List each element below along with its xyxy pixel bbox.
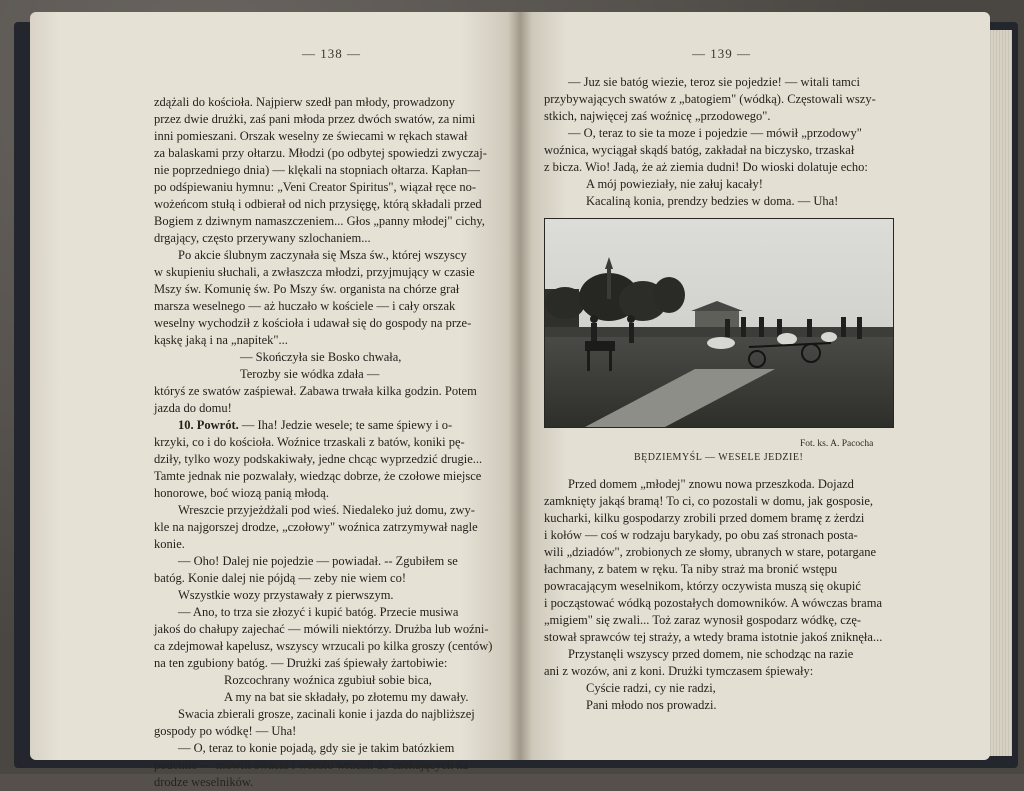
page-number-left: — 138 — [302, 46, 361, 61]
text-line: — O, teraz to konie pojadą, gdy sie je takim batózkiem [178, 741, 455, 755]
text-line: łachmany, z batem w ręku. Ta niby straż ma bronić wstępu [544, 562, 838, 576]
text-line: konie. [154, 537, 185, 551]
text-line: Po akcie ślubnym zaczynała się Msza św., której wszyscy [178, 248, 467, 262]
right-page-text-bottom [544, 476, 894, 714]
text-line: po odśpiewaniu hymnu: „Veni Creator Spiritus", wiązał ręce no- [154, 180, 477, 194]
section-heading: 10. Powrót. [178, 418, 239, 432]
text-span: — Iha! Jedzie wesele; te same śpiewy i o- [238, 418, 453, 432]
text-line: i począstować wódką pozostałych domowników. A wówczas brama [544, 596, 882, 610]
text-line: stkich, najwięcej zaś woźnicę „przodowego". [544, 109, 771, 123]
text-line: na ten zgubiony batóg. — Drużki zaś śpiewały żartobiwie: [154, 656, 448, 670]
text-line: Swacia zbierali grosze, zacinali konie i jazda do najbliższej [178, 707, 475, 721]
verse-line: Terozby sie wódka zdała — [240, 367, 380, 381]
text-line: dziły, tylko wozy podskakiwały, jedne chcąc wyprzedzić drugie... [154, 452, 483, 466]
text-line: — O, teraz to sie ta moze i pojedzie — mówił „przodowy" [568, 126, 862, 140]
text-line: honorowe, boć wiozą panią młodą. [154, 486, 329, 500]
text-line: wożeńcom stułą i odbierał od nich przysięgę, którą składali przed [154, 197, 482, 211]
text-line: Przystanęli wszyscy przed domem, nie schodząc na razie [568, 647, 854, 661]
text-line: ca zdejmował kapelusz, wszyscy wrzucali po kilka groszy (centów) [154, 639, 493, 653]
text-line: jazda do domu! [154, 401, 232, 415]
text-line: Bogiem z dziwnym namaszczeniem... Głos „panny młodej" cichy, [154, 214, 485, 228]
text-line: drgający, często przerywany szlochaniem... [154, 231, 371, 245]
text-line: ani z wozów, ani z koni. Drużki tymczasem śpiewały: [544, 664, 814, 678]
text-line: Wreszcie przyjeżdżali pod wieś. Niedaleko już domu, zwy- [178, 503, 475, 517]
text-line: zamknięty jakąś bramą! To ci, co pozostali w domu, jak gosposie, [544, 494, 874, 508]
text-line: i kołów — coś w rodzaju barykady, po obu zaś stronach posta- [544, 528, 858, 542]
text-line: przybywających swatów z „batogiem" (wódką). Częstowali wszy- [544, 92, 876, 106]
text-line: „migiem" się zwali... Toż zaraz wynosił gospodarz wódkę, czę- [544, 613, 862, 627]
text-line: woźnica, wyciągał skądś batóg, zakładał na biczysko, trzaskał [544, 143, 855, 157]
text-line: drodze weselników. [154, 775, 254, 789]
text-line: kucharki, kilku gospodarzy zrobili przed domem bramę z żerdzi [544, 511, 865, 525]
verse-line: — Skończyła sie Bosko chwała, [240, 350, 402, 364]
photo-caption: BĘDZIEMYŚL — WESELE JEDZIE! [634, 452, 804, 463]
text-line: — Juz sie batóg wiezie, teroz sie pojedzie! — witali tamci [568, 75, 860, 89]
page-number-right: — 139 — [692, 46, 751, 61]
text-line: powracającym weselnikom, którzy oczywista muszą się okupić [544, 579, 861, 593]
text-line: przez dwie drużki, zaś pani młoda przez dwóch swatów, za nimi [154, 112, 476, 126]
text-line: kle na najgorszej drodze, „czołowy" woźnica zatrzymywał nagle [154, 520, 478, 534]
text-line: gospody po wódkę! — Uha! [154, 724, 297, 738]
right-page-edges [988, 30, 1012, 756]
text-line: — Ano, to trza sie złozyć i kupić batóg. Przecie musiwa [178, 605, 459, 619]
text-line: Mszy św. Komunię św. Po Mszy św. organista na chórze grał [154, 282, 460, 296]
left-page [30, 12, 520, 789]
photo-credit: Fot. ks. A. Pacocha [800, 439, 874, 449]
verse-line: A my na bat sie składały, po złotemu my dawały. [224, 690, 469, 704]
text-line: — Oho! Dalej nie pojedzie — powiadał. -- Zgubiłem se [178, 554, 458, 568]
right-page-text-top [544, 74, 890, 210]
text-line: jakoś do chałupy zajechać — mówili niektórzy. Drużba lub woźni- [154, 622, 489, 636]
left-page-text [154, 94, 500, 791]
text-line: wili „dziadów", zrobionych ze słomy, ubranych w stare, potargane [544, 545, 877, 559]
text-line [154, 417, 500, 434]
text-line: Tamte jednak nie pozwalały, wiedząc dobrze, że czołowe miejsce [154, 469, 482, 483]
text-line: Wszystkie wozy przystawały z pierwszym. [178, 588, 394, 602]
verse-line: Rozcochrany woźnica zgubiuł sobie bica, [224, 673, 432, 687]
verse-line: Cyście radzi, cy nie radzi, [586, 681, 716, 695]
text-line: z bicza. Wio! Jadą, że aż ziemia dudni! Do wioski dolatuje echo: [544, 160, 868, 174]
text-line: weselny wychodził z kościoła i udawał się do gospody na prze- [154, 316, 472, 330]
text-line: w skupieniu słuchali, a zwłaszcza młodzi, przyjmujący w czasie [154, 265, 475, 279]
text-line: któryś ze swatów zaśpiewał. Zabawa trwała kilka godzin. Potem [154, 384, 477, 398]
text-line: Przed domem „młodej" znowu nowa przeszkoda. Dojazd [568, 477, 854, 491]
text-line: zdążali do kościoła. Najpierw szedł pan młody, prowadzony [154, 95, 455, 109]
text-line: stował sprawców tej straży, a wtedy brama istotnie jakoś zniknęła... [544, 630, 883, 644]
text-line: za balaskami przy ołtarzu. Młodzi (po odbytej spowiedzi zwyczaj- [154, 146, 487, 160]
text-line: krzyki, co i do kościoła. Woźnice trzaskali z batów, koniki pę- [154, 435, 465, 449]
wedding-procession-photo [544, 218, 894, 428]
book-gutter-shadow [508, 12, 532, 760]
text-line: podetnie — mówili swacia i wesoło wracali do czekających na [154, 758, 469, 772]
text-line: inni pomieszani. Orszak weselny ze świecami w rękach stawał [154, 129, 468, 143]
text-line: batóg. Konie dalej nie pójdą — zeby nie wiem co! [154, 571, 407, 585]
verse-line: Pani młodo nos prowadzi. [586, 698, 717, 712]
text-line: nie poprzedniego dnia) — klękali na stopniach ołtarza. Kapłan— [154, 163, 480, 177]
text-line: kąskę jaką i na „napitek"... [154, 333, 288, 347]
text-line: marsza weselnego — aż huczało w kościele — i cały orszak [154, 299, 456, 313]
verse-line: Kacaliną konia, prendzy bedzies w doma. — Uha! [586, 194, 839, 208]
verse-line: A mój powieziały, nie załuj kacały! [586, 177, 763, 191]
